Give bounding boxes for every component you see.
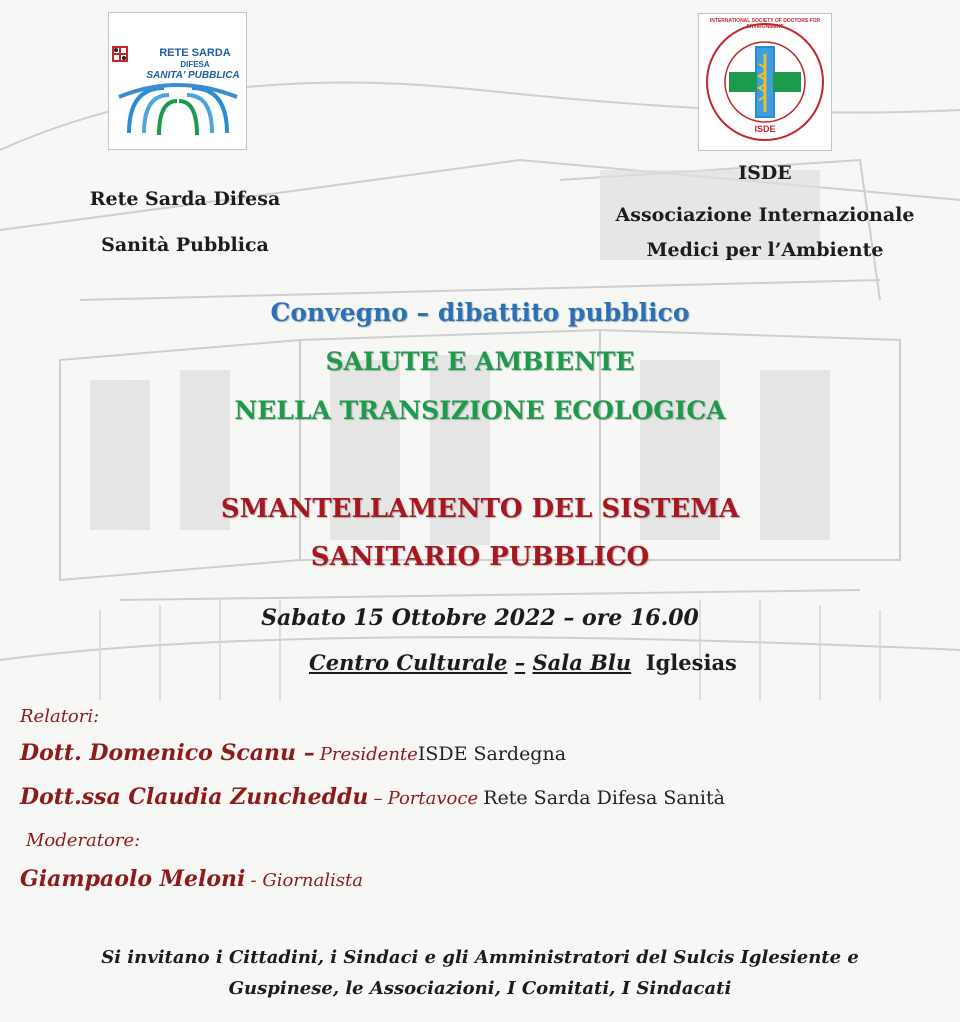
rete-sarda-logo: [108, 12, 247, 150]
logo-right-abbr: ISDE: [754, 124, 776, 134]
venue-city: Iglesias: [645, 650, 737, 675]
logo-left-line1: RETE SARDA: [159, 47, 231, 59]
speaker-1-affiliation: ISDE Sardegna: [417, 743, 567, 765]
venue-centro: Centro Culturale: [309, 650, 508, 675]
org-right-line2: Associazione Internazionale: [615, 204, 915, 226]
rete-sarda-logo-graphic: [109, 13, 246, 149]
event-date: Sabato 15 Ottobre 2022 – ore 16.00: [261, 605, 699, 631]
org-left-line2: Sanità Pubblica: [101, 234, 269, 256]
speaker-1-name: Dott. Domenico Scanu –: [20, 740, 315, 766]
speaker-2-separator: –: [373, 788, 383, 809]
event-title-line1: SALUTE E AMBIENTE: [325, 347, 635, 376]
speaker-2-role: Portavoce: [387, 788, 479, 809]
venue-sala: Sala Blu: [532, 650, 632, 675]
event-venue: [309, 650, 829, 675]
venue-separator: –: [514, 650, 526, 675]
org-left-line1: Rete Sarda Difesa: [89, 188, 281, 210]
speaker-row-2: [20, 784, 725, 810]
speaker-1-role: Presidente: [319, 744, 418, 765]
event-type: Convegno – dibattito pubblico: [270, 298, 690, 327]
event-subtitle-line1: SMANTELLAMENTO DEL SISTEMA: [220, 494, 740, 524]
moderator-row: [20, 866, 363, 892]
logo-right-ring-text: INTERNATIONAL SOCIETY OF DOCTORS FOR ENVIRONMENT: [709, 18, 821, 30]
invite-line2: Guspinese, le Associazioni, I Comitati, I Sindacati: [228, 978, 732, 999]
isde-logo: [698, 13, 832, 151]
invite-line1: Si invitano i Cittadini, i Sindaci e gli Amministratori del Sulcis Iglesiente e: [101, 947, 859, 968]
logo-left-line3: SANITA' PUBBLICA: [146, 70, 240, 81]
moderator-label: Moderatore:: [26, 830, 141, 851]
org-right-line3: Medici per l’Ambiente: [646, 239, 884, 261]
event-title-line2: NELLA TRANSIZIONE ECOLOGICA: [234, 396, 726, 425]
speaker-2-affiliation: Rete Sarda Difesa Sanità: [483, 787, 725, 809]
org-right-line1: ISDE: [738, 162, 792, 184]
speaker-row-1: [20, 740, 566, 766]
speaker-2-name: Dott.ssa Claudia Zuncheddu: [20, 784, 369, 810]
speakers-label: Relatori:: [20, 706, 100, 727]
event-subtitle-line2: SANITARIO PUBBLICO: [310, 542, 650, 572]
moderator-role: - Giornalista: [250, 870, 363, 891]
moderator-name: Giampaolo Meloni: [20, 866, 246, 892]
logo-left-line2: DIFESA: [180, 60, 210, 69]
